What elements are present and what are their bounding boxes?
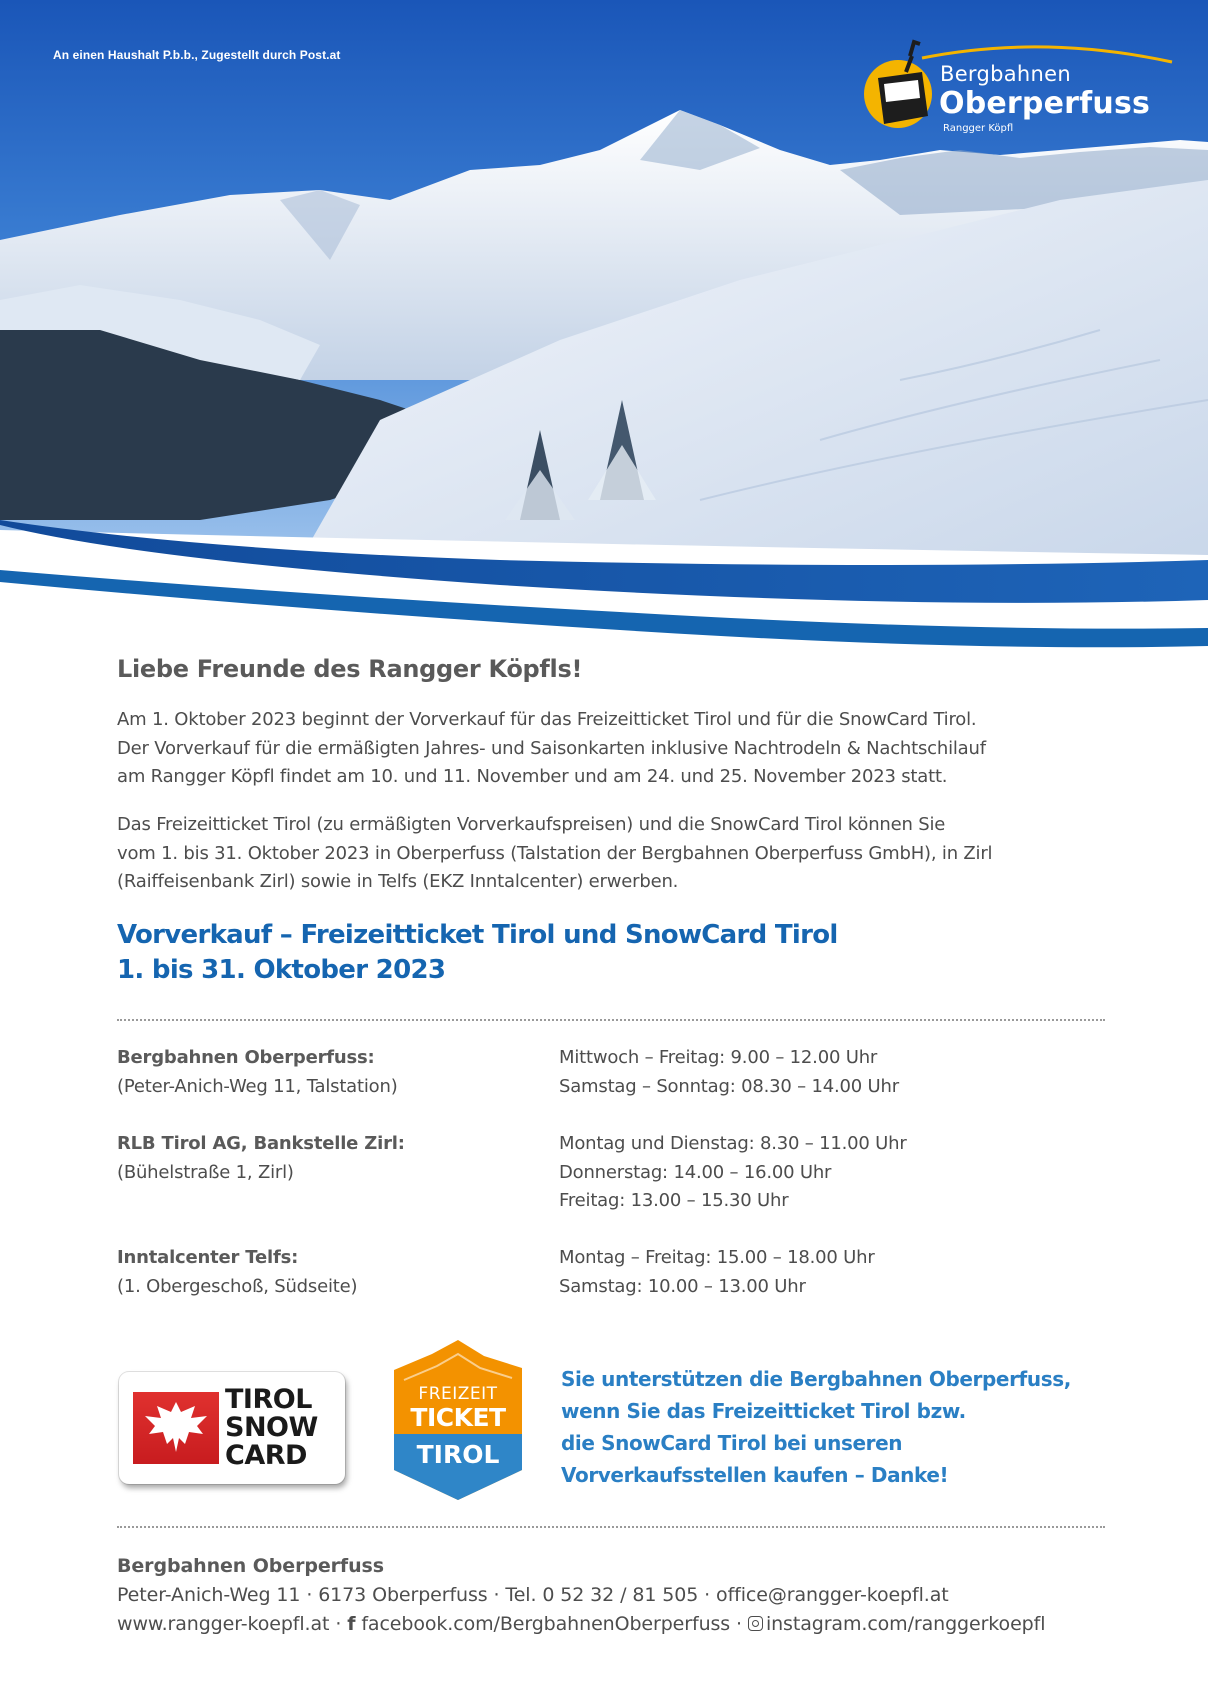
ticket-line3: TIROL	[416, 1440, 500, 1469]
location-name: Bergbahnen Oberperfuss:	[117, 1047, 375, 1068]
location-inntalcenter	[117, 1244, 357, 1301]
instagram-link[interactable]: instagram.com/ranggerkoepfl	[765, 1613, 1046, 1635]
freizeitticket-tirol-logo	[392, 1340, 524, 1500]
hours-line: Freitag: 13.00 – 15.30 Uhr	[559, 1190, 789, 1211]
support-line: die SnowCard Tirol bei unseren	[561, 1431, 903, 1455]
ticket-line1: FREIZEIT	[418, 1384, 498, 1404]
facebook-link[interactable]: facebook.com/BergbahnenOberperfuss ·	[355, 1613, 748, 1635]
intro-paragraph-1	[117, 706, 1117, 792]
hours-bergbahnen	[559, 1044, 899, 1101]
logo-line3: Rangger Köpfl	[943, 123, 1014, 134]
logo	[858, 38, 1178, 148]
footer-address-line: Peter-Anich-Weg 11 · 6173 Oberperfuss · Tel. 0 52 32 / 81 505 · office@rangger-koepfl.at	[117, 1584, 949, 1606]
presale-heading-line2: 1. bis 31. Oktober 2023	[117, 955, 446, 985]
hours-rlb-zirl	[559, 1130, 907, 1216]
hours-line: Montag – Freitag: 15.00 – 18.00 Uhr	[559, 1247, 875, 1268]
logo-line1: Bergbahnen	[940, 62, 1071, 86]
footer	[117, 1552, 1045, 1639]
intro-p1-line: Am 1. Oktober 2023 beginnt der Vorverkauf für das Freizeitticket Tirol und für die SnowCard Tirol.	[117, 709, 977, 730]
hours-inntalcenter	[559, 1244, 875, 1301]
support-message	[561, 1363, 1071, 1491]
location-address: (1. Obergeschoß, Südseite)	[117, 1275, 358, 1297]
instagram-icon	[748, 1616, 763, 1631]
snowcard-line: CARD	[225, 1440, 307, 1471]
tirol-snowcard-logo	[119, 1372, 345, 1484]
tirol-eagle-icon	[133, 1392, 219, 1464]
intro-paragraph-2	[117, 811, 1117, 897]
footer-company-name: Bergbahnen Oberperfuss	[117, 1555, 384, 1577]
presale-heading	[117, 918, 838, 988]
intro-p2-line: Das Freizeitticket Tirol (zu ermäßigten Vorverkaufspreisen) und die SnowCard Tirol können Sie	[117, 814, 946, 835]
intro-heading: Liebe Freunde des Rangger Köpfls!	[117, 655, 583, 683]
hours-line: Montag und Dienstag: 8.30 – 11.00 Uhr	[559, 1133, 907, 1154]
snowcard-line: TIROL	[225, 1384, 312, 1415]
postal-note: An einen Haushalt P.b.b., Zugestellt durch Post.at	[53, 48, 341, 62]
location-name: RLB Tirol AG, Bankstelle Zirl:	[117, 1133, 405, 1154]
hours-line: Donnerstag: 14.00 – 16.00 Uhr	[559, 1161, 832, 1183]
location-address: (Bühelstraße 1, Zirl)	[117, 1161, 294, 1183]
location-name: Inntalcenter Telfs:	[117, 1247, 299, 1268]
divider	[117, 1526, 1105, 1528]
intro-p1-line: am Rangger Köpfl findet am 10. und 11. November und am 24. und 25. November 2023 statt.	[117, 766, 948, 787]
hours-line: Samstag – Sonntag: 08.30 – 14.00 Uhr	[559, 1075, 899, 1097]
ticket-line2: TICKET	[410, 1403, 506, 1432]
support-line: wenn Sie das Freizeitticket Tirol bzw.	[561, 1399, 966, 1423]
hours-line: Samstag: 10.00 – 13.00 Uhr	[559, 1275, 806, 1297]
location-address: (Peter-Anich-Weg 11, Talstation)	[117, 1075, 398, 1097]
snowcard-text	[225, 1386, 335, 1470]
presale-heading-line1: Vorverkauf – Freizeitticket Tirol und SnowCard Tirol	[117, 920, 838, 950]
website-link[interactable]: www.rangger-koepfl.at ·	[117, 1613, 348, 1635]
intro-p1-line: Der Vorverkauf für die ermäßigten Jahres- und Saisonkarten inklusive Nachtrodeln & Nachtschilauf	[117, 737, 986, 759]
facebook-icon: f	[347, 1613, 356, 1635]
divider	[117, 1019, 1105, 1021]
location-bergbahnen	[117, 1044, 398, 1101]
hours-line: Mittwoch – Freitag: 9.00 – 12.00 Uhr	[559, 1047, 878, 1068]
location-rlb-zirl	[117, 1130, 405, 1187]
logo-line2: Oberperfuss	[939, 86, 1151, 121]
snowcard-line: SNOW	[225, 1412, 318, 1443]
support-line: Vorverkaufsstellen kaufen – Danke!	[561, 1463, 949, 1487]
support-line: Sie unterstützen die Bergbahnen Oberperfuss,	[561, 1367, 1071, 1391]
intro-p2-line: vom 1. bis 31. Oktober 2023 in Oberperfuss (Talstation der Bergbahnen Oberperfuss GmbH), in Zirl	[117, 842, 993, 864]
footer-links-line	[117, 1610, 1045, 1639]
intro-p2-line: (Raiffeisenbank Zirl) sowie in Telfs (EKZ Inntalcenter) erwerben.	[117, 871, 679, 892]
